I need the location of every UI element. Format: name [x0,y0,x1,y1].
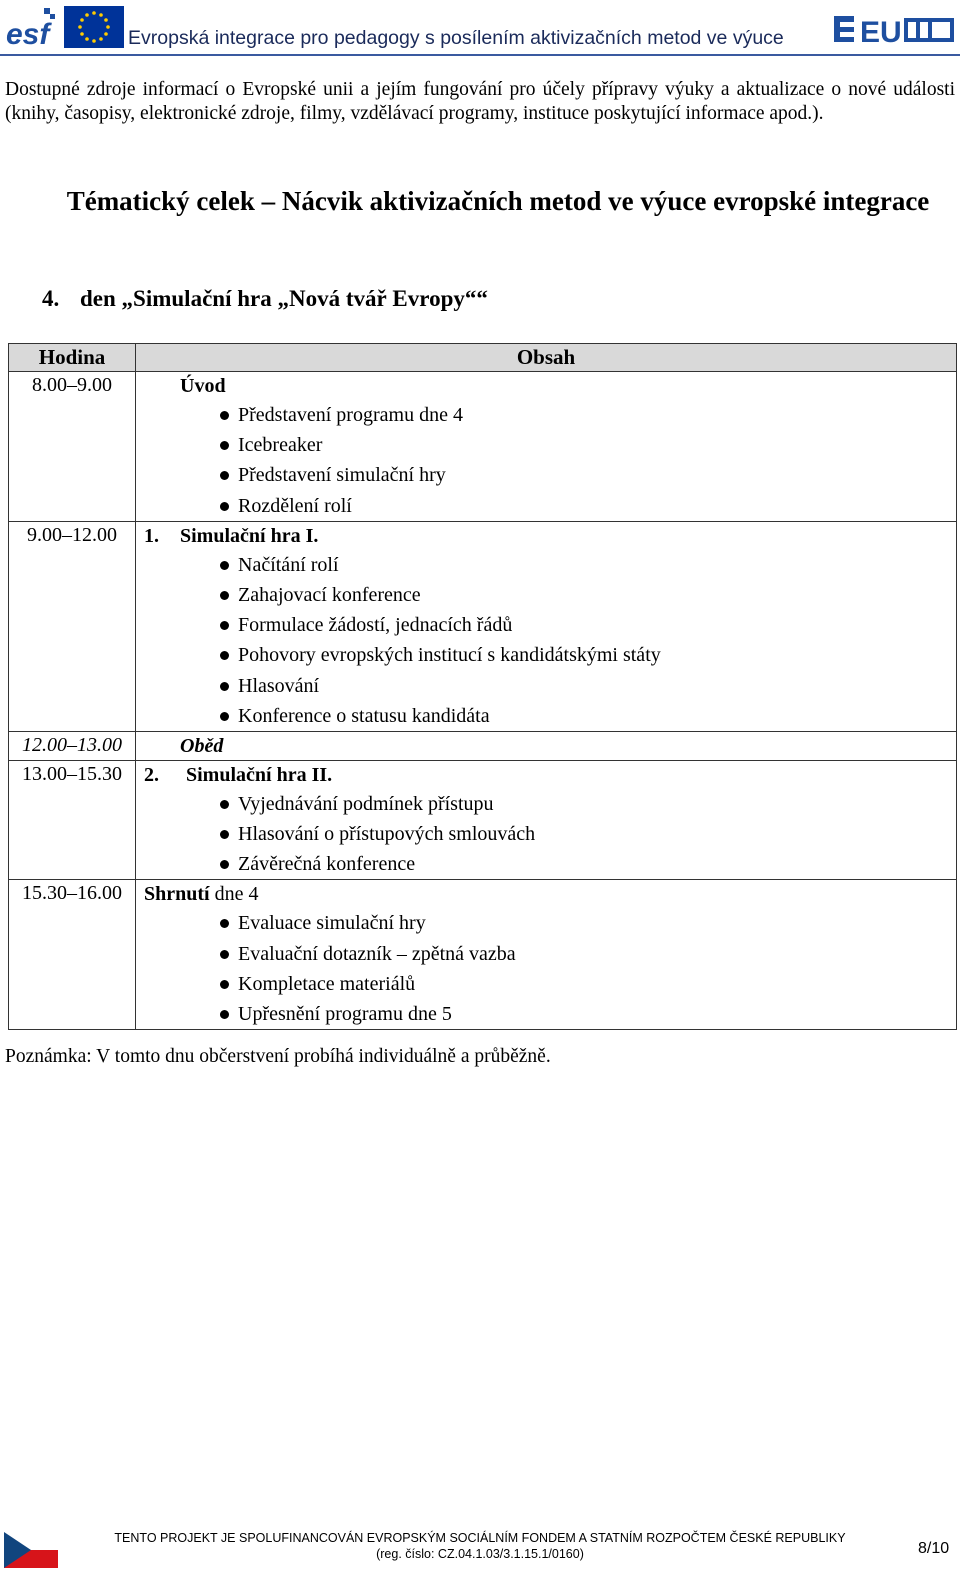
table-row [9,521,957,731]
row-heading-text: Úvod [180,375,226,397]
list-item [144,789,956,819]
footer-line-2: (reg. číslo: CZ.04.1.03/3.1.15.1/0160) [376,1547,584,1561]
day-title-text: den „Simulační hra „Nová tvář Evropy““ [80,286,488,311]
row-heading [144,880,956,908]
list-item-text: Hlasování o přístupových smlouvách [238,823,536,846]
list-item-text: Icebreaker [238,434,323,457]
list-item [144,849,956,879]
bullet-icon [220,471,229,480]
list-item-text: Pohovory evropských institucí s kandidátskými státy [238,644,661,667]
bullet-icon [220,950,229,959]
list-item-text: Kompletace materiálů [238,972,416,995]
bullet-icon [220,712,229,721]
list-item [144,610,956,640]
bullet-icon [220,561,229,570]
bullet-icon [220,621,229,630]
day-title [42,286,488,312]
intro-paragraph: Dostupné zdroje informací o Evropské unii a jejím fungování pro účely přípravy výuky a aktualizace o nové události (knihy, časopisy, elektronické zdroje, filmy, vzdělávací programy, instituce poskytující informace apod.). [5,79,955,124]
table-row [9,880,957,1030]
header-divider [0,54,960,56]
list-item-text: Upřesnění programu dne 5 [238,1003,452,1025]
bullet-icon [220,800,229,809]
list-item-text: Závěrečná konference [238,853,416,876]
bullet-icon [220,502,229,511]
time-cell: 15.30–16.00 [9,880,136,1030]
list-item-text: Formulace žádostí, jednacích řádů [238,614,513,637]
column-header-obsah: Obsah [136,344,957,372]
row-heading-text: Oběd [180,734,224,757]
bullet-icon [220,591,229,600]
bullet-icon [220,682,229,691]
note: Poznámka: V tomto dnu občerstvení probíhá individuálně a průběžně. [5,1046,551,1067]
list-item [144,400,956,430]
eu-project-logo [834,10,956,50]
table-header-row [9,344,957,372]
row-heading [144,761,956,789]
row-heading-number: 2. [144,763,159,786]
column-header-hodina: Hodina [9,344,136,372]
bullet-icon [220,860,229,869]
list-item [144,939,956,969]
list-item [144,908,956,938]
content-cell [136,760,957,880]
item-list [144,400,956,521]
list-item-text: Konference o statusu kandidáta [238,704,490,727]
esf-logo-text: esf [6,18,50,51]
list-item [144,671,956,701]
row-heading-text: Simulační hra I. [180,524,319,547]
table-row [9,731,957,760]
section-title: Tématický celek – Nácvik aktivizačních metod ve výuce evropské integrace [66,186,930,216]
row-heading-number: 1. [144,524,159,547]
list-item [144,701,956,731]
row-heading [144,522,956,550]
row-heading-text: Shrnutí [144,883,210,906]
footer-text [80,1530,880,1562]
time-cell: 9.00–12.00 [9,521,136,731]
eu-flag-icon [64,6,124,48]
content-cell [136,731,957,760]
esf-logo [4,4,60,52]
list-item-text: Představení programu dne 4 [238,404,463,426]
list-item [144,430,956,460]
eu-logo-text: EU [860,16,902,49]
bullet-icon [220,1010,229,1019]
content-cell [136,521,957,731]
list-item-text: Zahajovací konference [238,583,421,606]
content-cell [136,880,957,1030]
table-row [9,760,957,880]
schedule-table [8,343,957,1030]
table-row [9,372,957,522]
time-cell: 13.00–15.30 [9,760,136,880]
footer-line-1: TENTO PROJEKT JE SPOLUFINANCOVÁN EVROPSKÝM SOCIÁLNÍM FONDEM A STATNÍM ROZPOČTEM ČESKÉ REPUBLIKY [114,1531,846,1545]
list-item [144,550,956,580]
list-item [144,969,956,999]
row-heading-suffix: dne 4 [209,883,259,906]
list-item-text: Evaluace simulační hry [238,912,426,935]
list-item-text: Vyjednávání podmínek přístupu [238,792,494,815]
list-item [144,819,956,849]
row-heading [144,372,956,400]
bullet-icon [220,441,229,450]
row-heading [144,732,956,760]
page-footer [0,1526,960,1572]
time-cell: 8.00–9.00 [9,372,136,522]
czech-flag-icon [4,1532,58,1568]
bullet-icon [220,411,229,420]
list-item [144,580,956,610]
list-item [144,640,956,670]
item-list [144,789,956,880]
bullet-icon [220,980,229,989]
list-item [144,491,956,521]
list-item [144,460,956,490]
list-item-text: Hlasování [238,674,320,697]
bullet-icon [220,651,229,660]
item-list [144,908,956,1029]
list-item-text: Načítání rolí [238,553,339,576]
list-item-text: Evaluační dotazník – zpětná vazba [238,942,516,965]
list-item-text: Představení simulační hry [238,464,446,487]
row-heading-text: Simulační hra II. [186,763,333,786]
bullet-icon [220,919,229,928]
page-number: 8/10 [918,1540,950,1557]
page-header [0,0,960,56]
content-cell [136,372,957,522]
day-number: 4. [42,286,60,311]
time-cell: 12.00–13.00 [9,731,136,760]
header-title: Evropská integrace pro pedagogy s posílením aktivizačních metod ve výuce [128,27,784,49]
item-list [144,550,956,731]
bullet-icon [220,830,229,839]
list-item [144,999,956,1029]
list-item-text: Rozdělení rolí [238,494,352,517]
